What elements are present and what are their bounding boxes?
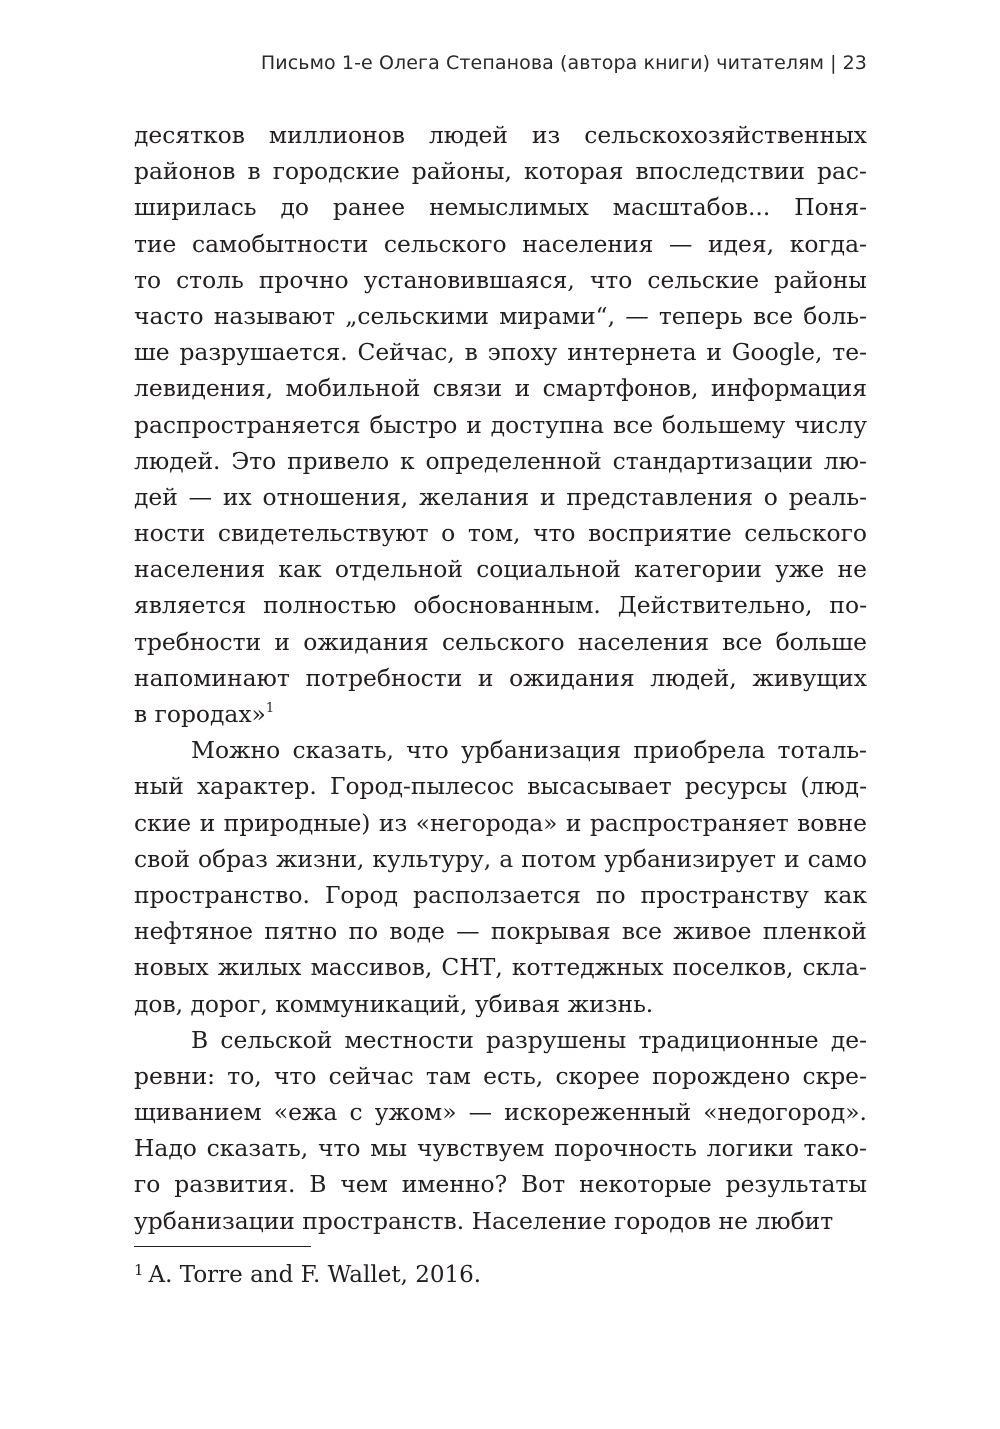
page-number: 23 — [842, 52, 867, 74]
text-line: людей. Это привело к определенной стандартизации лю- — [134, 446, 867, 475]
footnote-text: A. Torre and F. Wallet, 2016. — [148, 1262, 482, 1288]
text-line: свой образ жизни, культуру, а потом урбанизирует и само — [134, 844, 867, 873]
footnote-reference[interactable]: 1 — [265, 701, 275, 716]
text-line: урбанизации пространств. Население городов не любит — [134, 1206, 834, 1235]
running-head — [261, 52, 867, 74]
text-line: напоминают потребности и ожидания людей, живущих — [134, 663, 867, 692]
text-line: в городах»$^1$ — [134, 700, 275, 728]
running-title: Письмо 1-е Олега Степанова (автора книги) читателям — [260, 52, 825, 74]
text-line: является полностью обоснованным. Действительно, по- — [134, 591, 867, 620]
text-line: ности свидетельствуют о том, что восприятие сельского — [134, 519, 867, 548]
text-line: Можно сказать, что урбанизация приобрела тоталь- — [191, 736, 867, 765]
text-line: ный характер. Город-пылесос высасывает ресурсы (люд- — [134, 772, 867, 801]
text-line: требности и ожидания сельского населения все больше — [134, 627, 867, 656]
text-line: ширилась до ранее немыслимых масштабов... Поня- — [134, 193, 867, 222]
text-line: дей — их отношения, желания и представления о реаль- — [134, 482, 867, 511]
text-line: Надо сказать, что мы чувствуем порочность логики тако- — [134, 1134, 867, 1163]
text-line: населения как отдельной социальной категории уже не — [134, 555, 867, 584]
footnote-divider — [134, 1246, 311, 1247]
footnote-marker: 1 — [134, 1261, 144, 1279]
text-line: левидения, мобильной связи и смартфонов, информация — [134, 374, 867, 403]
text-line: тие самобытности сельского населения — идея, когда- — [134, 229, 867, 258]
text-line: В сельской местности разрушены традиционные де- — [191, 1025, 867, 1054]
text-line: ше разрушается. Сейчас, в эпоху интернета и Google, те- — [134, 338, 867, 367]
body-text — [134, 117, 867, 1239]
text-line: десятков миллионов людей из сельскохозяйственных — [134, 121, 867, 149]
text-line: дов, дорог, коммуникаций, убивая жизнь. — [134, 989, 654, 1018]
text-line: ревни: то, что сейчас там есть, скорее порождено скре- — [134, 1061, 867, 1090]
text-line: го развития. В чем именно? Вот некоторые результаты — [134, 1170, 867, 1199]
text-line: распространяется быстро и доступна все большему числу — [134, 410, 867, 439]
text-line: ские и природные) из «негорода» и распространяет вовне — [134, 808, 867, 837]
header-separator: | — [830, 52, 837, 74]
text-line: новых жилых массивов, СНТ, коттеджных поселков, скла- — [134, 953, 867, 982]
text-line: нефтяное пятно по воде — покрывая все живое пленкой — [134, 917, 867, 946]
text-line: часто называют „сельскими мирами“, — теперь все боль- — [134, 301, 867, 330]
footnote — [134, 1261, 481, 1288]
text-line: пространство. Город расползается по пространству как — [134, 880, 867, 909]
text-line: районов в городские районы, которая впоследствии рас- — [134, 157, 867, 186]
text-line: щиванием «ежа с ужом» — искореженный «недогород». — [134, 1098, 867, 1127]
text-line: то столь прочно установившаяся, что сельские районы — [134, 265, 867, 294]
